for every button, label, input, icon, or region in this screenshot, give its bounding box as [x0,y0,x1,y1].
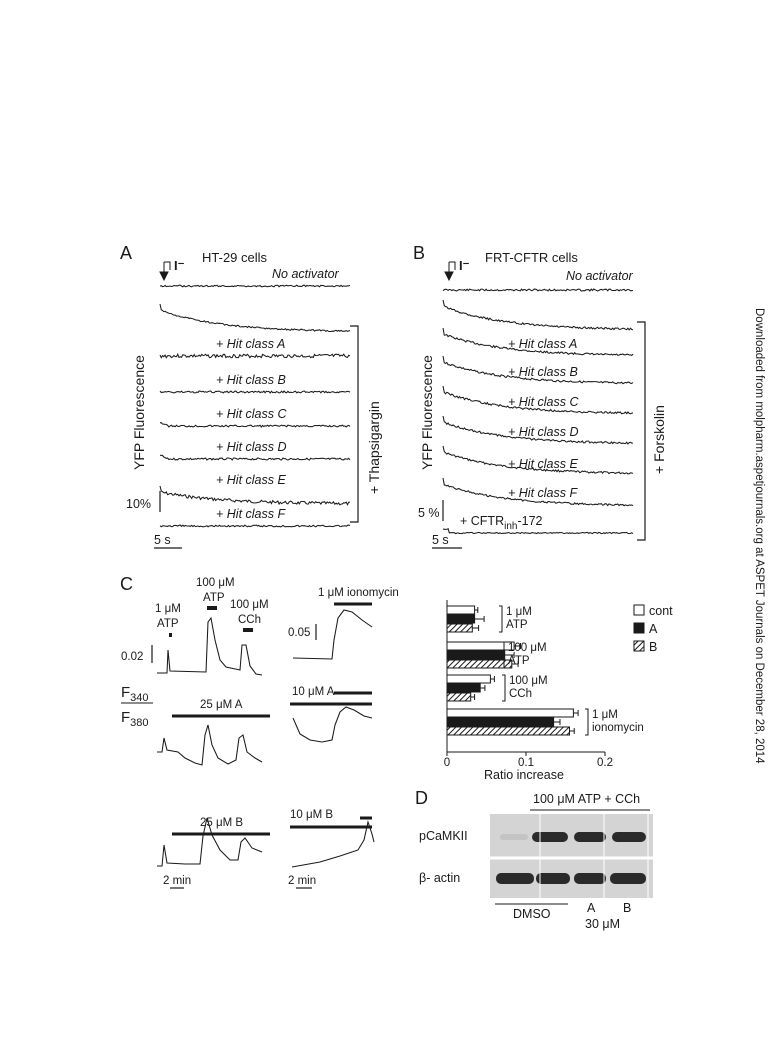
trace-a-hit-d [160,455,350,460]
trace-label-a3: + Hit class B [216,373,286,387]
trace-label-b3: + Hit class B [508,365,578,379]
blot-row-label-1: pCaMKII [419,829,468,843]
band-pcamkii-4 [612,832,646,842]
trace-label-a5: + Hit class D [216,440,287,454]
chart-legend [634,604,673,654]
ratio-den-sub: 380 [130,717,149,729]
cftr-inh-main: + CFTR [460,514,505,528]
band-actin-3 [574,873,606,884]
group-label: 1 μM [592,709,618,721]
band-actin-4 [610,873,646,884]
iodide-label-b: I⁻ [459,258,470,273]
bar-cont-3 [447,709,573,717]
trace-a-hit-c [160,423,350,427]
legend-label-A: A [649,622,658,636]
group-label: 100 μM [508,642,547,654]
blot-row-label-2: β- actin [419,871,461,885]
panel-b-title: FRT-CFTR cells [485,250,578,265]
scale-c-left-label: 0.02 [121,651,144,663]
b10-label: 10 μM B [290,809,334,821]
trace-b-cftr-inh [443,529,633,534]
band-pcamkii-2 [532,832,568,842]
bar-A-0 [447,615,475,623]
x-tick-label: 0 [443,757,451,769]
bar-A-1 [447,651,505,659]
trace-a-hit-e [160,486,350,505]
ratio-den-f: F [121,709,131,726]
a25-label: 25 μM A [200,699,243,711]
cch100-bar [243,628,253,632]
error-bar-A-3 [554,719,560,725]
bar-cont-2 [447,675,490,683]
error-bar-B-2 [471,694,475,700]
trace-label-b2: + Hit class A [508,337,578,351]
calcium-trace-b10 [292,822,374,867]
group-label: 100 μM [509,675,548,687]
ratio-num [121,684,149,704]
trace-label-b4: + Hit class C [508,395,579,409]
chart-ticks [444,752,613,769]
error-bar-A-0 [475,616,485,622]
calcium-trace-b25 [157,818,262,866]
ratio-num-f: F [121,684,131,701]
legend-label-cont: cont [649,604,673,618]
legend-swatch-A [634,623,644,633]
band-pcamkii-3 [574,832,606,842]
bar-B-0 [447,624,472,632]
x-tick-label: 0.2 [597,757,613,769]
lane-dmso: DMSO [513,907,551,921]
trace-b-forskolin [443,300,633,330]
trace-label-b6: + Hit class E [508,457,578,471]
iodide-arrow-icon-b [445,262,453,280]
conc-label: 30 μM [585,917,620,931]
time-left-label: 2 min [163,875,192,887]
trace-a-thapsigargin [160,304,350,332]
scale-c-right-label: 0.05 [288,627,311,639]
ratio-bar-chart [444,600,673,782]
iodide-label: I⁻ [174,258,185,273]
trace-label-b5: + Hit class D [508,425,579,439]
lane-a: A [587,901,596,915]
legend-swatch-B [634,641,644,651]
atp100-bar [207,606,217,610]
band-actin-1 [496,873,534,884]
group-label: 1 μM [506,606,532,618]
panel-c-letter: C [120,574,133,594]
chart-x-label: Ratio increase [484,768,564,782]
panel-b-ylabel: YFP Fluorescence [419,355,435,470]
bar-A-3 [447,718,554,726]
thapsigargin-bracket [350,326,358,522]
iodide-arrow-icon [160,262,168,280]
error-bar-B-3 [570,728,575,734]
group-label: CCh [509,688,533,700]
panel-a-letter: A [120,243,133,263]
panel-c [120,574,399,888]
scale-b-x-label: 5 s [432,533,449,547]
cftr-inh-tail: -172 [517,514,543,528]
forskolin-bracket [637,322,645,540]
trace-a-no-activator [160,285,350,287]
iodide-bracket-b [449,262,455,270]
trace-label-a0: No activator [272,267,339,281]
panel-d-letter: D [415,788,428,808]
panel-a-ylabel: YFP Fluorescence [131,355,147,470]
bar-A-2 [447,684,480,692]
cch100-label-1: 100 μM [230,599,269,611]
cch100-label-2: CCh [238,614,262,626]
iodide-bracket [164,262,170,270]
panel-a-title: HT-29 cells [202,250,268,265]
thapsigargin-label: + Thapsigargin [366,401,382,494]
atp100-label-2: ATP [203,592,225,604]
group-label: ATP [508,655,530,667]
panel-a [120,243,382,548]
legend-swatch-cont [634,605,644,615]
bar-B-2 [447,693,471,701]
trace-a-hit-b [160,391,350,393]
treatment-label: 100 μM ATP + CCh [533,792,641,806]
scale-b-y-label: 5 % [418,506,440,520]
trace-a-hit-a [160,354,350,358]
cftr-inh-sub: inh [504,521,518,532]
group-label: ATP [506,619,528,631]
trace-label-a6: + Hit class E [216,473,286,487]
bar-B-1 [447,660,512,668]
error-bar-cont-3 [573,710,578,716]
a10-label: 10 μM A [292,686,335,698]
panel-b-letter: B [413,243,426,263]
atp1-label-1: 1 μM [155,603,181,615]
trace-label-b0: No activator [566,269,633,283]
calcium-trace-a10 [293,707,372,742]
iono-label: 1 μM ionomycin [318,587,399,599]
trace-label-b7: + Hit class F [508,486,578,500]
band-actin-2 [536,873,570,884]
atp1-label-2: ATP [157,618,179,630]
atp100-label-1: 100 μM [196,577,235,589]
error-bar-B-0 [472,625,478,631]
panel-d [415,788,653,931]
bar-B-3 [447,727,570,735]
x-tick-label: 0.1 [518,757,534,769]
trace-label-a7: + Hit class F [216,507,286,521]
forskolin-label: + Forskolin [651,405,667,474]
atp1-bar [169,633,172,637]
group-bracket [585,709,588,735]
group-bracket [502,675,505,701]
time-right-label: 2 min [288,875,317,887]
error-bar-A-2 [480,685,485,691]
trace-label-a2: + Hit class A [216,337,286,351]
panel-b [413,243,667,548]
trace-label-a4: + Hit class C [216,407,287,421]
group-bracket [499,606,502,632]
legend-label-B: B [649,640,658,654]
ratio-den [121,709,149,729]
trace-b-no-activator [443,289,633,291]
calcium-trace-a25 [157,725,262,765]
download-note: Downloaded from molpharm.aspetjournals.org at ASPET Journals on December 28, 2014 [753,308,765,764]
band-pcamkii-1 [500,834,528,840]
lane-b: B [623,901,632,915]
ratio-num-sub: 340 [130,692,149,704]
trace-a-hit-f [160,525,350,527]
scale-a-x-label: 5 s [154,533,171,547]
scale-a-y-label: 10% [126,497,152,511]
error-bar-cont-2 [490,676,494,682]
group-label: ionomycin [592,722,644,734]
bar-cont-0 [447,606,475,614]
trace-label-cftr-inh [460,514,543,532]
b25-label: 25 μM B [200,817,244,829]
